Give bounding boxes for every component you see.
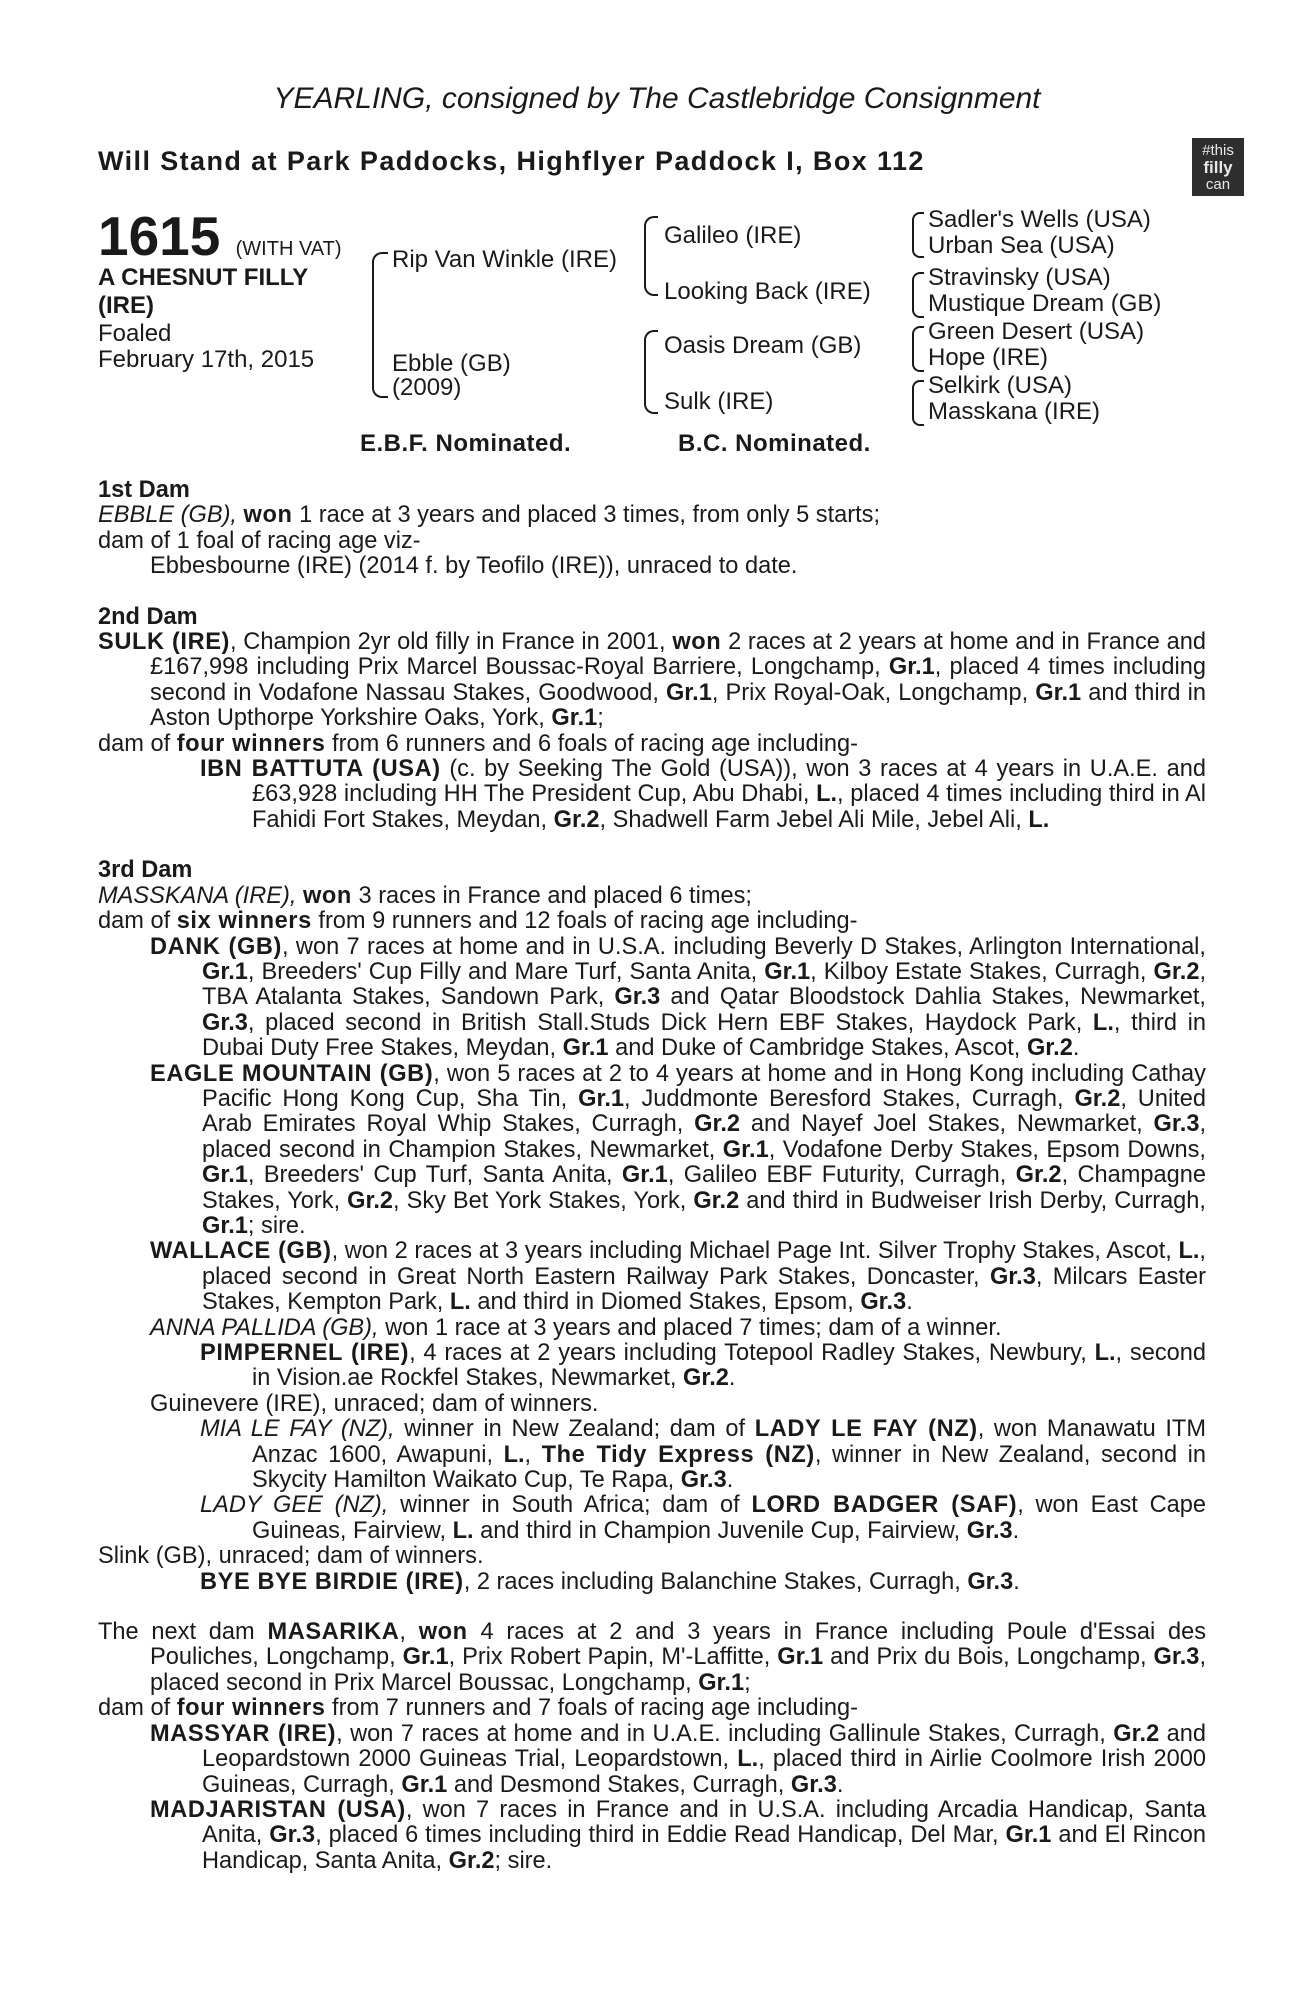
pedigree-dam-sire: Oasis Dream (GB) — [664, 332, 862, 359]
bc-nominated: B.C. Nominated. — [678, 430, 871, 457]
third-dam-produce-wallace: WALLACE (GB), won 2 races at 3 years including Michael Page Int. Silver Trophy Stakes, Ascot, L., placed second in Great North Eastern Railway Park Stakes, Doncaster, Gr.3, Milcars Easter Stakes, Kempton Park, L. and third in Diomed Stakes, Epsom, Gr.3. — [150, 1238, 1206, 1316]
pedigree-dam-year: (2009) — [392, 374, 462, 401]
pedigree-g4: Mustique Dream (GB) — [928, 290, 1162, 317]
pedigree-brace-main — [372, 252, 388, 398]
logo-line-3: can — [1205, 176, 1231, 193]
next-dam-produce-summary: dam of four winners from 7 runners and 7 foals of racing age including- — [98, 1695, 858, 1722]
vat-note: (WITH VAT) — [235, 238, 342, 260]
this-filly-can-logo — [1192, 138, 1244, 196]
logo-line-2: filly — [1203, 158, 1233, 177]
ebf-nominated: E.B.F. Nominated. — [360, 430, 572, 457]
third-dam-heading: 3rd Dam — [98, 857, 193, 884]
second-dam-heading: 2nd Dam — [98, 603, 198, 630]
third-dam-produce-slink: Slink (GB), unraced; dam of winners. — [98, 1543, 484, 1570]
grandproduce-mia-le-fay: MIA LE FAY (NZ), winner in New Zealand; dam of LADY LE FAY (NZ), won Manawatu ITM Anzac 1600, Awapuni, L., The Tidy Express (NZ), winner in New Zealand, second in Skycity Hamilton Waikato Cup, Te Rapa, Gr.3. — [200, 1416, 1207, 1494]
pedigree-brace-sire — [644, 216, 658, 296]
grandproduce-lady-gee: LADY GEE (NZ), winner in South Africa; dam of LORD BADGER (SAF), won East Cape Guineas, Fairview, L. and third in Champion Juvenile Cup, Fairview, Gr.3. — [200, 1492, 1206, 1544]
pedigree-g7: Selkirk (USA) — [928, 372, 1073, 399]
first-dam-line1: EBBLE (GB), won 1 race at 3 years and placed 3 times, from only 5 starts; — [98, 502, 881, 529]
third-dam-record: MASSKANA (IRE), won 3 races in France and placed 6 times; — [98, 882, 752, 909]
lot-description: A CHESNUT FILLY — [98, 264, 309, 291]
third-dam-produce-dank: DANK (GB), won 7 races at home and in U.S.A. including Beverly D Stakes, Arlington International, Gr.1, Breeders' Cup Filly and Mare Turf, Santa Anita, Gr.1, Kilboy Estate Stakes, Curragh, Gr.2, TBA Atalanta Stakes, Sandown Park, Gr.3 and Qatar Bloodstock Dahlia Stakes, Newmarket, Gr.3, placed second in British Stall.Studs Dick Hern EBF Stakes, Haydock Park, L., third in Dubai Duty Free Stakes, Meydan, Gr.1 and Duke of Cambridge Stakes, Ascot, Gr.2. — [150, 933, 1207, 1062]
pedigree-dam-dam: Sulk (IRE) — [664, 388, 774, 415]
second-dam-record: SULK (IRE), Champion 2yr old filly in France in 2001, won 2 races at 2 years at home and in France and £167,998 including Prix Marcel Boussac-Royal Barriere, Longchamp, Gr.1, placed 4 times including second in Vodafone Nassau Stakes, Goodwood, Gr.1, Prix Royal-Oak, Longchamp, Gr.1 and third in Aston Upthorpe Yorkshire Oaks, York, Gr.1; — [98, 629, 1206, 732]
grandproduce-bye-bye-birdie: BYE BYE BIRDIE (IRE), 2 races including Balanchine Stakes, Curragh, Gr.3. — [200, 1568, 1020, 1595]
pedigree-sire: Rip Van Winkle (IRE) — [392, 246, 617, 273]
pedigree-g2: Urban Sea (USA) — [928, 232, 1115, 259]
next-dam-produce-madjaristan: MADJARISTAN (USA), won 7 races in France and in U.S.A. including Arcadia Handicap, Santa Anita, Gr.3, placed 6 times including third in Eddie Read Handicap, Del Mar, Gr.1 and El Rincon Handicap, Santa Anita, Gr.2; sire. — [150, 1796, 1206, 1874]
pedigree-brace-dam — [644, 330, 658, 414]
foaled-label: Foaled — [98, 320, 172, 347]
pedigree-g6: Hope (IRE) — [928, 344, 1049, 371]
pedigree-g3: Stravinsky (USA) — [928, 264, 1111, 291]
pedigree-dam: Ebble (GB) — [392, 350, 511, 377]
catalogue-body — [98, 478, 1206, 1874]
pedigree-brace-g3 — [912, 326, 924, 372]
third-dam-produce-summary: dam of six winners from 9 runners and 12 foals of racing age including- — [98, 908, 858, 935]
next-dam-produce-massyar: MASSYAR (IRE), won 7 races at home and in U.A.E. including Gallinule Stakes, Curragh, Gr.2 and Leopardstown 2000 Guineas Trial, Leopardstown, L., placed third in Airlie Coolmore Irish 2000 Guineas, Curragh, Gr.1 and Desmond Stakes, Curragh, Gr.3. — [150, 1720, 1207, 1798]
third-dam-produce-eagle-mountain: EAGLE MOUNTAIN (GB), won 5 races at 2 to 4 years at home and in Hong Kong including Cathay Pacific Hong Kong Cup, Sha Tin, Gr.1, Juddmonte Beresford Stakes, Curragh, Gr.2, United Arab Emirates Royal Whip Stakes, Curragh, Gr.2 and Nayef Joel Stakes, Newmarket, Gr.3, placed second in Champion Stakes, Newmarket, Gr.1, Vodafone Derby Stakes, Epsom Downs, Gr.1, Breeders' Cup Turf, Santa Anita, Gr.1, Galileo EBF Futurity, Curragh, Gr.2, Champagne Stakes, York, Gr.2, Sky Bet York Stakes, York, Gr.2 and third in Budweiser Irish Derby, Curragh, Gr.1; sire. — [150, 1060, 1207, 1239]
lot-number-value: 1615 — [98, 205, 221, 267]
second-dam-produce-summary: dam of four winners from 6 runners and 6 foals of racing age including- — [98, 730, 858, 757]
grandproduce-pimpernel: PIMPERNEL (IRE), 4 races at 2 years including Totepool Radley Stakes, Newbury, L., second in Vision.ae Rockfel Stakes, Newmarket, Gr.2. — [200, 1340, 1206, 1392]
third-dam-produce-guinevere: Guinevere (IRE), unraced; dam of winners. — [150, 1390, 599, 1417]
second-dam-produce-ibn-battuta: IBN BATTUTA (USA) (c. by Seeking The Gold (USA)), won 3 races at 4 years in U.A.E. and £63,928 including HH The President Cup, Abu Dhabi, L., placed 4 times including third in Al Fahidi Fort Stakes, Meydan, Gr.2, Shadwell Farm Jebel Ali Mile, Jebel Ali, L. — [200, 756, 1206, 833]
lot-description-line2: (IRE) — [98, 292, 154, 319]
pedigree-brace-g1 — [912, 212, 924, 258]
first-dam-line2: dam of 1 foal of racing age viz- — [98, 527, 421, 554]
pedigree-brace-g2 — [912, 272, 924, 318]
pedigree-g8: Masskana (IRE) — [928, 398, 1101, 425]
third-dam-produce-anna-pallida: ANNA PALLIDA (GB), won 1 race at 3 years and placed 7 times; dam of a winner. — [150, 1314, 1002, 1341]
pedigree-g1: Sadler's Wells (USA) — [928, 206, 1151, 233]
pedigree-g5: Green Desert (USA) — [928, 318, 1145, 345]
logo-line-1: #this — [1202, 142, 1234, 159]
first-dam-produce: Ebbesbourne (IRE) (2014 f. by Teofilo (IRE)), unraced to date. — [150, 553, 798, 580]
pedigree-brace-g4 — [912, 380, 924, 426]
first-dam-heading: 1st Dam — [98, 477, 190, 503]
pedigree-sire-dam: Looking Back (IRE) — [664, 278, 871, 305]
next-dam-record: The next dam MASARIKA, won 4 races at 2 and 3 years in France including Poule d'Essai des Pouliches, Longchamp, Gr.1, Prix Robert Papin, M'-Laffitte, Gr.1 and Prix du Bois, Longchamp, Gr.3, placed second in Prix Marcel Boussac, Longchamp, Gr.1; — [98, 1619, 1206, 1696]
location-line: Will Stand at Park Paddocks, Highflyer Paddock I, Box 112 — [98, 146, 925, 176]
consignment-header: YEARLING, consigned by The Castlebridge Consignment — [273, 82, 1041, 115]
foaled-date: February 17th, 2015 — [98, 346, 315, 373]
pedigree-sire-sire: Galileo (IRE) — [664, 222, 802, 249]
